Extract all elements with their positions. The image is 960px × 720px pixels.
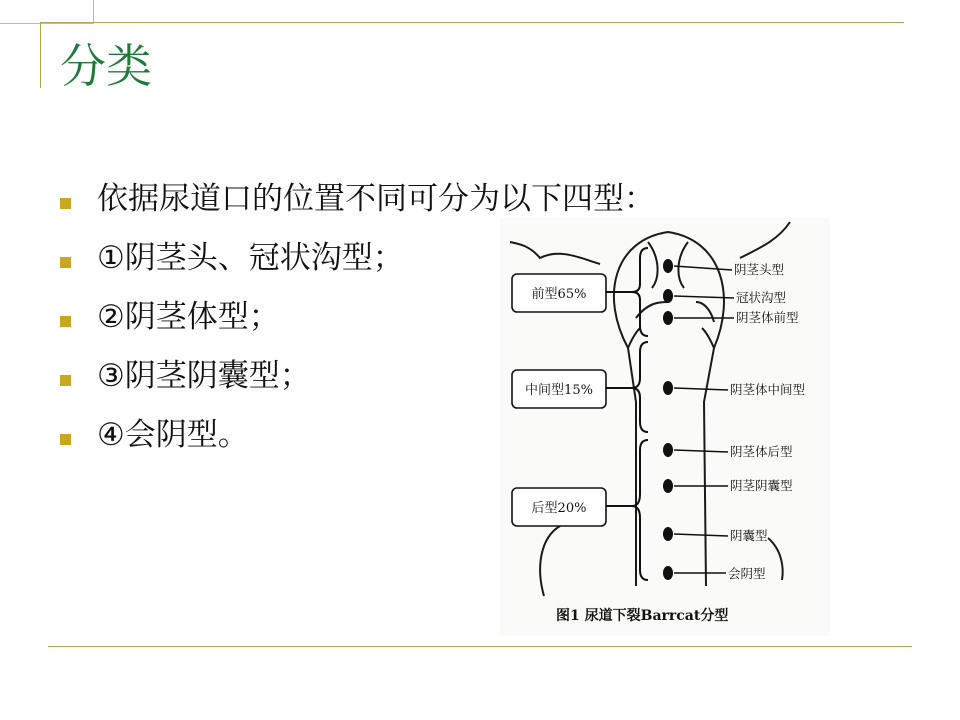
type-label: 冠状沟型 <box>736 290 787 305</box>
hypospadias-classification-figure <box>500 218 830 636</box>
figure-caption: 图1 尿道下裂Barrcat分型 <box>556 608 729 624</box>
dot-glans <box>663 259 673 273</box>
type-label: 阴茎体后型 <box>730 444 793 459</box>
dot-coronal <box>663 289 673 303</box>
bullet-text: ③阴茎阴囊型； <box>97 358 311 394</box>
figure-illustration <box>500 218 830 636</box>
dot-distal-shaft <box>663 311 673 325</box>
bullet-square-icon <box>60 316 71 327</box>
bullet-text: 依据尿道口的位置不同可分为以下四型： <box>97 181 655 217</box>
group-label-front: 前型65% <box>531 287 587 302</box>
bullet-text: ①阴茎头、冠状沟型； <box>97 240 404 276</box>
bottom-rule <box>48 646 912 647</box>
bullet-text: ④会阴型。 <box>97 417 249 453</box>
bullet-square-icon <box>60 375 71 386</box>
bullet-square-icon <box>60 434 71 445</box>
corner-box-decoration <box>0 0 94 24</box>
dot-proximal-shaft <box>663 443 673 457</box>
type-label: 阴茎体前型 <box>736 310 799 325</box>
group-labels <box>512 274 606 526</box>
type-label: 阴茎体中间型 <box>730 382 806 397</box>
dot-perineal <box>663 566 673 580</box>
bullet-square-icon <box>60 257 71 268</box>
left-rule <box>40 22 41 88</box>
type-label: 阴茎头型 <box>734 262 785 277</box>
type-label: 会阴型 <box>728 566 766 581</box>
type-label: 阴茎阴囊型 <box>730 478 793 493</box>
bullet-text: ②阴茎体型； <box>97 299 280 335</box>
top-rule <box>40 22 904 23</box>
slide-title: 分类 <box>60 39 152 93</box>
group-label-middle: 中间型15% <box>525 383 593 398</box>
dot-scrotal <box>663 527 673 541</box>
bullet-square-icon <box>60 198 71 209</box>
dot-penoscrotal <box>663 479 673 493</box>
dot-mid-shaft <box>663 381 673 395</box>
group-label-posterior: 后型20% <box>531 501 587 516</box>
type-label: 阴囊型 <box>730 528 768 543</box>
